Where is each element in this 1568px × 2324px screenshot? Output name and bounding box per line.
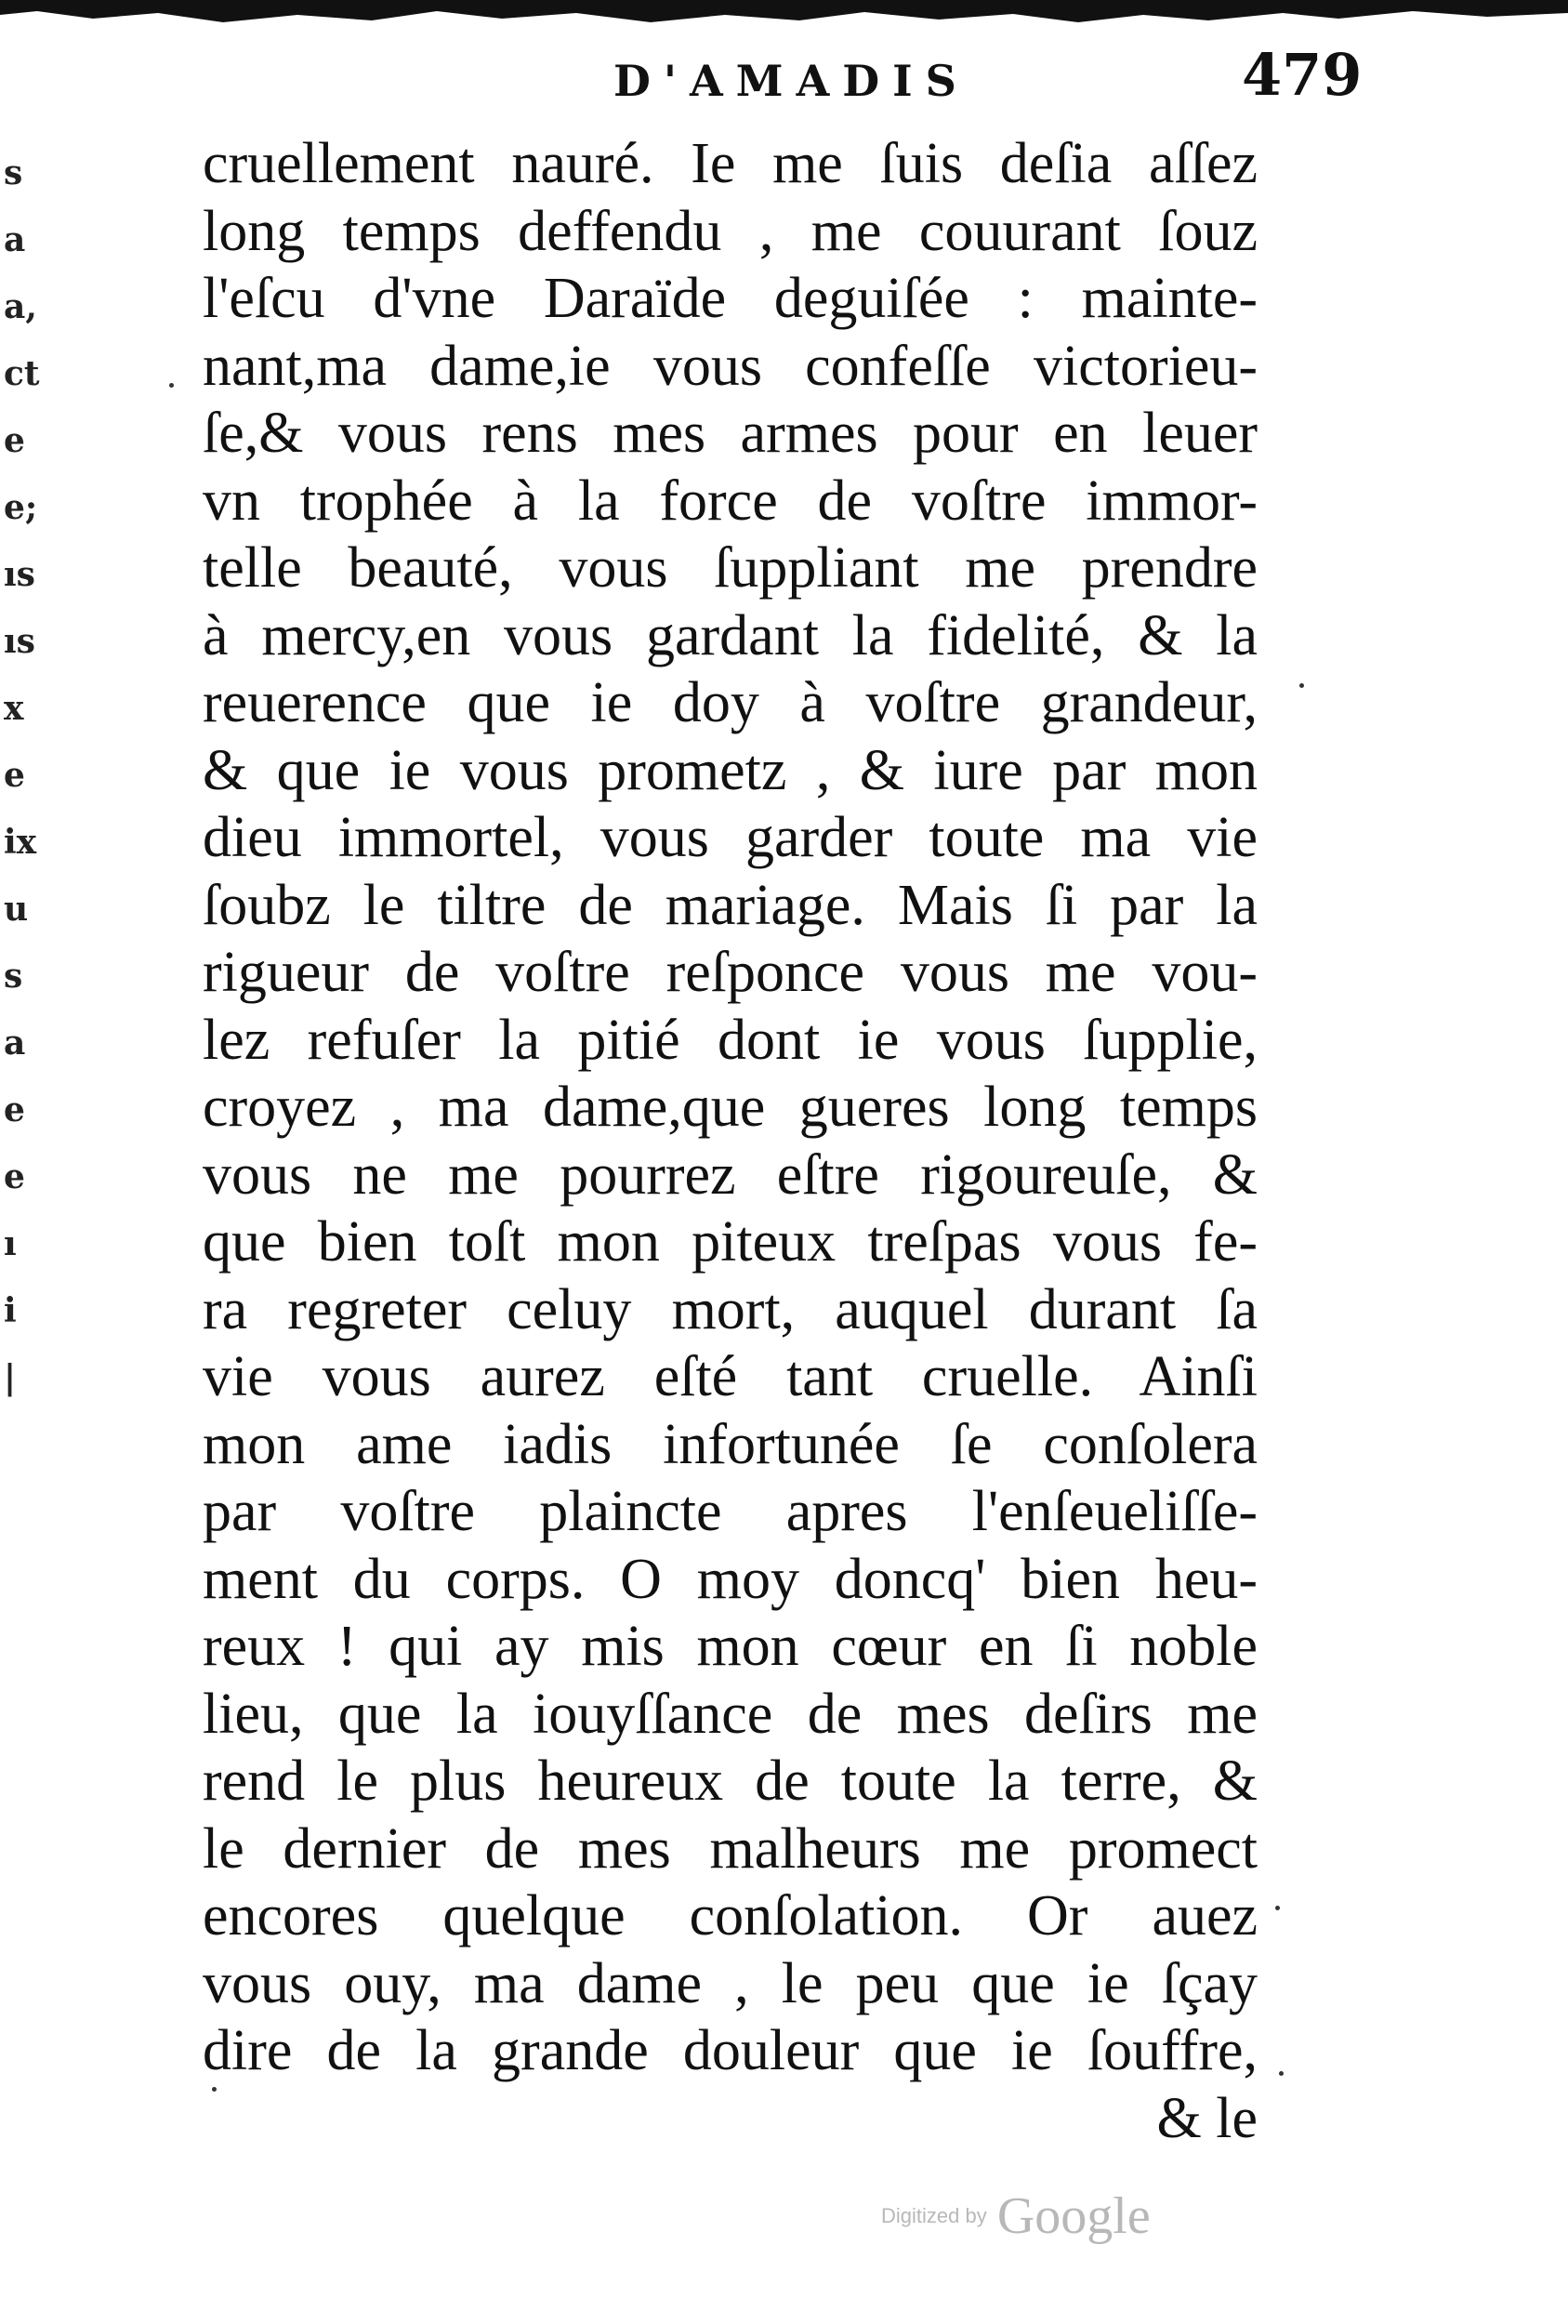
text-line: dieu immortel, vous garder toute ma vie	[203, 806, 1258, 869]
text-line: ment du corps. O moy doncq' bien heu-	[203, 1547, 1258, 1611]
text-line: ſe,& vous rens mes armes pour en leuer	[203, 402, 1258, 465]
print-speck	[169, 383, 174, 388]
text-line: l'eſcu d'vne Daraïde deguiſée : mainte-	[203, 267, 1258, 330]
text-line: mon ame iadis infortunée ſe conſolera	[203, 1412, 1258, 1476]
text-line: rigueur de voſtre reſponce vous me vou-	[203, 941, 1258, 1004]
scan-edge-top	[0, 0, 1568, 32]
running-title: D'AMADIS	[613, 56, 969, 106]
text-line: ra regreter celuy mort, auquel durant ſa	[203, 1277, 1258, 1341]
bleed-char: e	[4, 421, 25, 460]
print-speck	[1275, 1906, 1280, 1910]
bleed-char: e	[4, 1157, 25, 1196]
text-line: reux ! qui ay mis mon cœur en ſi noble	[203, 1615, 1258, 1678]
text-line: lez refuſer la pitié dont ie vous ſupplie,	[203, 1008, 1258, 1072]
bleed-char: e	[4, 1090, 25, 1129]
text-line: cruellement nauré. Ie me ſuis deſia aſſez	[203, 132, 1258, 195]
bleed-char: ct	[4, 354, 40, 393]
text-line: telle beauté, vous ſuppliant me prendre	[203, 536, 1258, 600]
text-line: vous ouy, ma dame , le peu que ie ſçay	[203, 1951, 1258, 2015]
bleed-char: s	[4, 957, 23, 996]
text-line: à mercy,en vous gardant la fidelité, & la	[203, 603, 1258, 667]
bleed-char: ix	[4, 823, 37, 862]
bleed-char: ıs	[4, 622, 35, 661]
bleed-char: e;	[4, 488, 38, 527]
print-speck	[212, 2087, 217, 2092]
print-speck	[1299, 683, 1304, 688]
bleed-char: u	[4, 890, 29, 929]
margin-bleed-through	[0, 139, 46, 2185]
text-line: rend le plus heureux de toute la terre, &	[203, 1750, 1258, 1813]
text-line: vn trophée à la force de voſtre immor-	[203, 469, 1258, 533]
bleed-char: |	[4, 1358, 17, 1397]
text-line: ſoubz le tiltre de mariage. Mais ſi par la	[203, 873, 1258, 937]
watermark-brand: Google	[996, 2187, 1151, 2245]
text-line: croyez , ma dame,que gueres long temps	[203, 1076, 1258, 1139]
text-line: long temps deffendu , me couurant ſouz	[203, 199, 1258, 263]
text-line: lieu, que la iouyſſance de mes deſirs me	[203, 1682, 1258, 1746]
bleed-char: x	[4, 689, 24, 728]
bleed-char: i	[4, 1291, 17, 1330]
text-line: reuerence que ie doy à voſtre grandeur,	[203, 671, 1258, 734]
digitized-watermark	[881, 2186, 1151, 2246]
bleed-char: e	[4, 756, 25, 795]
bleed-char: a	[4, 220, 26, 259]
text-line: encores quelque conſolation. Or auez	[203, 1884, 1258, 1948]
text-line: que bien toſt mon piteux treſpas vous fe-	[203, 1210, 1258, 1274]
print-speck	[1279, 2071, 1284, 2076]
catchword: & le	[1156, 2086, 1258, 2150]
text-line: par voſtre plaincte apres l'enſeueliſſe-	[203, 1480, 1258, 1543]
bleed-char: s	[4, 153, 23, 192]
bleed-char: ı	[4, 1224, 17, 1263]
bleed-char: ıs	[4, 555, 35, 594]
bleed-char: a,	[4, 287, 37, 326]
watermark-prefix: Digitized by	[881, 2204, 987, 2227]
text-line: vie vous aurez eſté tant cruelle. Ainſi	[203, 1345, 1258, 1408]
page-number: 479	[1242, 41, 1363, 109]
text-line: & que ie vous prometz , & iure par mon	[203, 738, 1258, 802]
text-line: le dernier de mes malheurs me promect	[203, 1816, 1258, 1881]
text-line: vous ne me pourrez eſtre rigoureuſe, &	[203, 1142, 1258, 1207]
text-line: nant,ma dame,ie vous confeſſe victorieu-	[203, 334, 1258, 398]
body-text	[203, 130, 1258, 2152]
bleed-char: a	[4, 1023, 26, 1063]
text-line: dire de la grande douleur que ie ſouffre,	[203, 2019, 1258, 2082]
